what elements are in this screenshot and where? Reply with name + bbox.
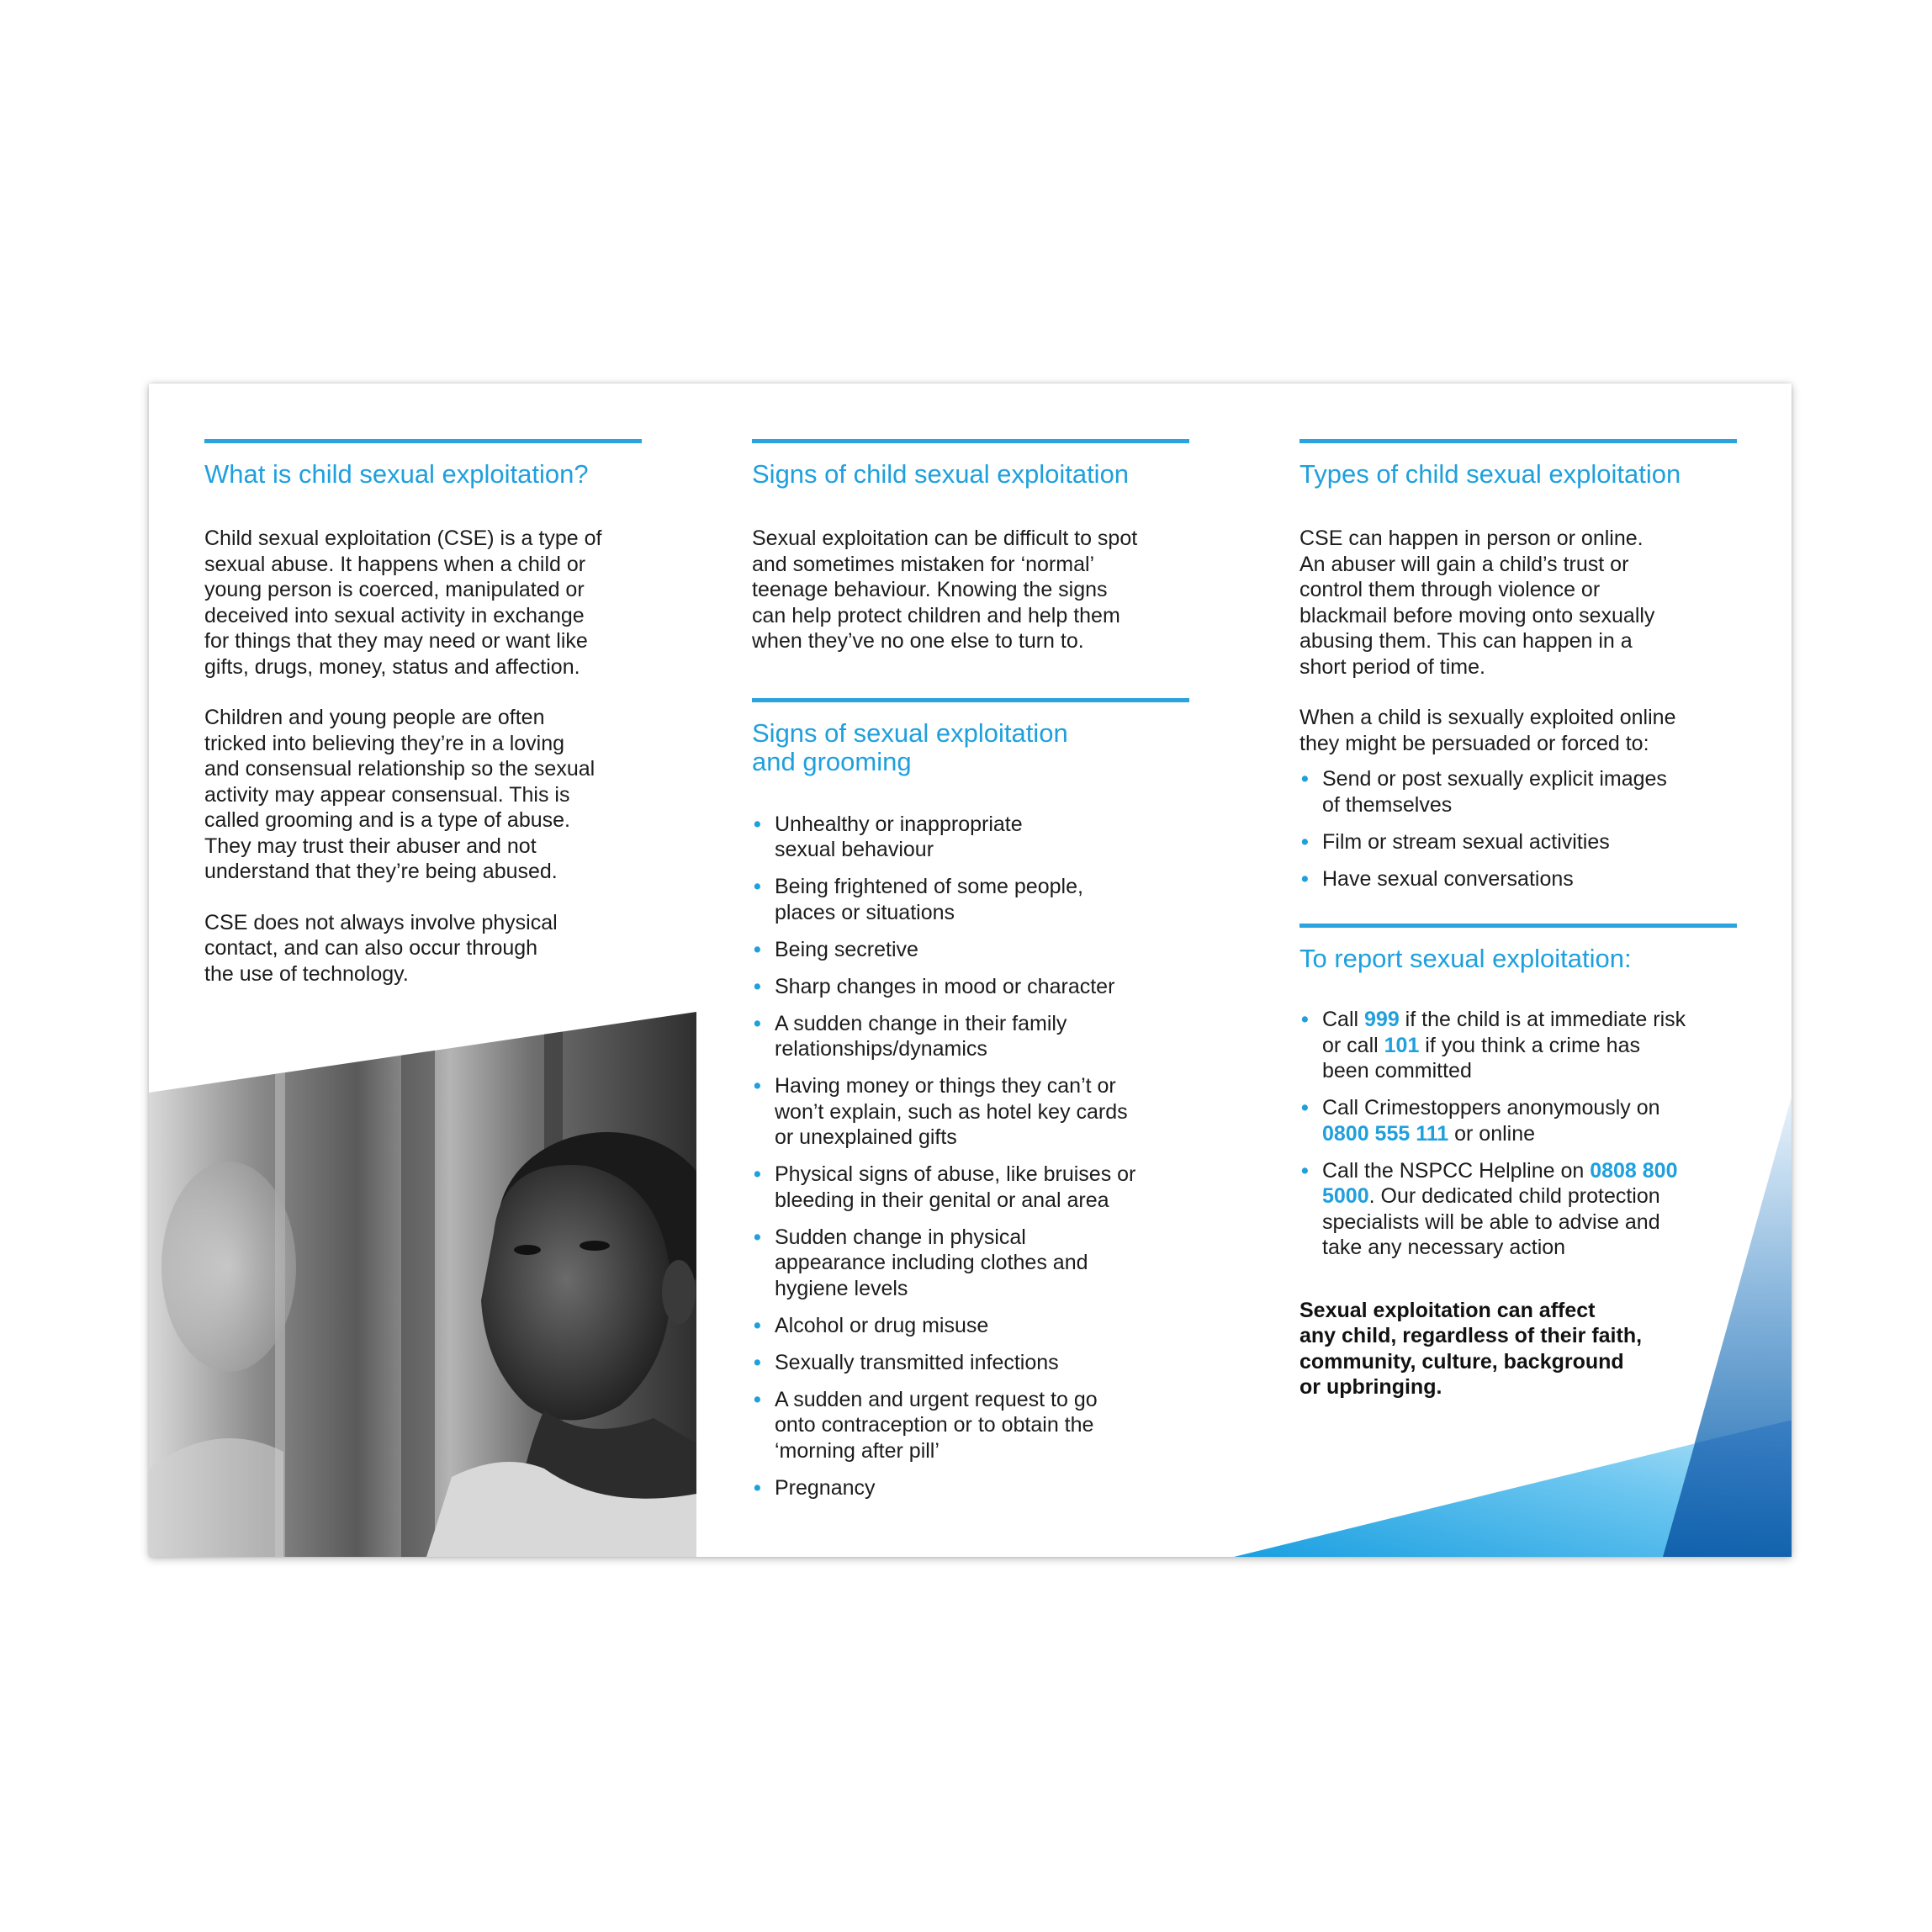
list-item [752,1475,1189,1501]
section-heading [752,719,1189,776]
list-item [752,1387,1189,1464]
list-item [752,1350,1189,1376]
bullet-icon: • [754,937,761,961]
list-item-text: Alcohol or drug misuse [775,1313,989,1337]
list-item [752,1162,1189,1213]
section-heading: What is child sexual exploitation? [204,459,589,489]
paragraph: Child sexual exploitation (CSE) is a type of sexual abuse. It happens when a child or young person is coerced, manipulated or deceived into sexual activity in exchange for things that they may need or want like gifts, drugs, money, status and affection. [204,527,602,679]
list-item [752,1313,1189,1339]
what-is-cse-section [204,439,642,1012]
bullet-icon: • [754,974,761,998]
closing-statement: Sexual exploitation can affect any child, regardless of their faith, community, culture, background or upbringing. [1299,1298,1643,1399]
bullet-icon: • [1301,829,1309,854]
list-item [752,1073,1189,1151]
signs-section [752,439,1189,1512]
section-rule [204,439,642,443]
list-item-text: A sudden and urgent request to go onto contraception or to obtain the ‘morning after pill’ [775,1387,1098,1463]
panel-types-and-report [1244,384,1792,1557]
phone-999[interactable]: 999 [1364,1008,1400,1031]
list-item [752,937,1189,963]
bullet-icon: • [754,812,761,836]
section-heading: Types of child sexual exploitation [1299,459,1681,489]
report-text: Call the NSPCC Helpline on [1322,1158,1591,1183]
list-item-text: Sharp changes in mood or character [775,974,1115,998]
bullet-icon: • [1301,866,1309,891]
list-item-text: Sexually transmitted infections [775,1350,1059,1374]
report-text: or online [1448,1121,1536,1146]
section-rule [752,439,1189,443]
phone-101[interactable]: 101 [1384,1033,1420,1057]
bullet-icon: • [754,1475,761,1500]
bullet-icon: • [754,1387,761,1411]
list-item [752,1011,1189,1062]
list-item-text: Pregnancy [775,1475,876,1500]
list-item [752,874,1189,925]
bullet-icon: • [754,1162,761,1186]
paragraph: Children and young people are often tricked into believing they’re in a loving and consensual relationship so the sexual activity may appear consensual. This is called grooming and is a type of abuse. They may trust their abuser and not understand that they’re being abused. [204,706,595,883]
list-item [752,812,1189,863]
list-item-text: A sudden change in their family relationships/dynamics [775,1011,1067,1061]
section-rule [1299,439,1737,443]
heading-line: Signs of sexual exploitation [752,717,1068,748]
section-rule [752,698,1189,702]
list-item [1299,1158,1737,1261]
bullet-icon: • [754,1313,761,1337]
report-heading: To report sexual exploitation: [1299,944,1632,973]
list-item-text: Sudden change in physical appearance including clothes and hygiene levels [775,1225,1088,1300]
report-text: if you think a crime has been committed [1322,1033,1640,1082]
list-item-text: Unhealthy or inappropriate sexual behaviour [775,812,1023,861]
list-item-text: Send or post sexually explicit images of themselves [1322,767,1667,817]
bullet-icon: • [1301,1158,1309,1183]
section-heading: Signs of child sexual exploitation [752,459,1130,489]
list-item [1299,1007,1737,1084]
paragraph: CSE can happen in person or online. An abuser will gain a child’s trust or control them through violence or blackmail before moving onto sexually abusing them. This can happen in a short period of time. [1299,527,1655,679]
signs-list [752,812,1189,1501]
bullet-icon: • [754,1074,761,1098]
list-item [752,1225,1189,1302]
list-item-text: Physical signs of abuse, like bruises or bleeding in their genital or anal area [775,1162,1136,1212]
list-item-text: Have sexual conversations [1322,866,1574,891]
heading-line: and grooming [752,746,912,776]
bullet-icon: • [1301,1008,1309,1031]
bullet-icon: • [754,1225,761,1249]
report-list [1299,1007,1737,1261]
report-text: Call [1322,1008,1365,1031]
bullet-icon: • [1301,1096,1309,1120]
online-list [1299,766,1737,892]
bullet-icon: • [1301,767,1309,791]
bullet-icon: • [754,1350,761,1374]
bullet-icon: • [754,875,761,898]
phone-crimestoppers[interactable]: 0800 555 111 [1322,1121,1449,1146]
list-item [1299,1095,1737,1146]
paragraph: Sexual exploitation can be difficult to spot and sometimes mistaken for ‘normal’ teenage behaviour. Knowing the signs can help protect children and help them when they’ve no one else to turn to. [752,527,1138,653]
report-text: Call Crimestoppers anonymously on [1322,1096,1660,1120]
report-text: . Our dedicated child protection specialists will be able to advise and take any necessary action [1322,1184,1660,1259]
types-section [1299,439,1737,1400]
list-item-text: Being secretive [775,937,918,961]
section-rule [1299,924,1737,928]
leaflet-spread [149,384,1792,1557]
phone-nspcc[interactable]: 0808 800 5000 [1322,1158,1678,1208]
list-item [752,974,1189,1000]
list-item-text: Film or stream sexual activities [1322,829,1610,854]
list-item [1299,829,1737,855]
report-text: if the child is at immediate risk or call [1322,1008,1686,1057]
paragraph: When a child is sexually exploited online they might be persuaded or forced to: [1299,706,1676,755]
list-item-text: Being frightened of some people, places or situations [775,875,1083,924]
list-item [1299,866,1737,892]
paragraph: CSE does not always involve physical contact, and can also occur through the use of technology. [204,910,558,986]
panel-what-is-cse [149,384,696,1557]
list-item-text: Having money or things they can’t or won’t explain, such as hotel key cards or unexplained gifts [775,1074,1128,1149]
bullet-icon: • [754,1011,761,1035]
list-item [1299,766,1737,818]
panel-signs [696,384,1244,1557]
